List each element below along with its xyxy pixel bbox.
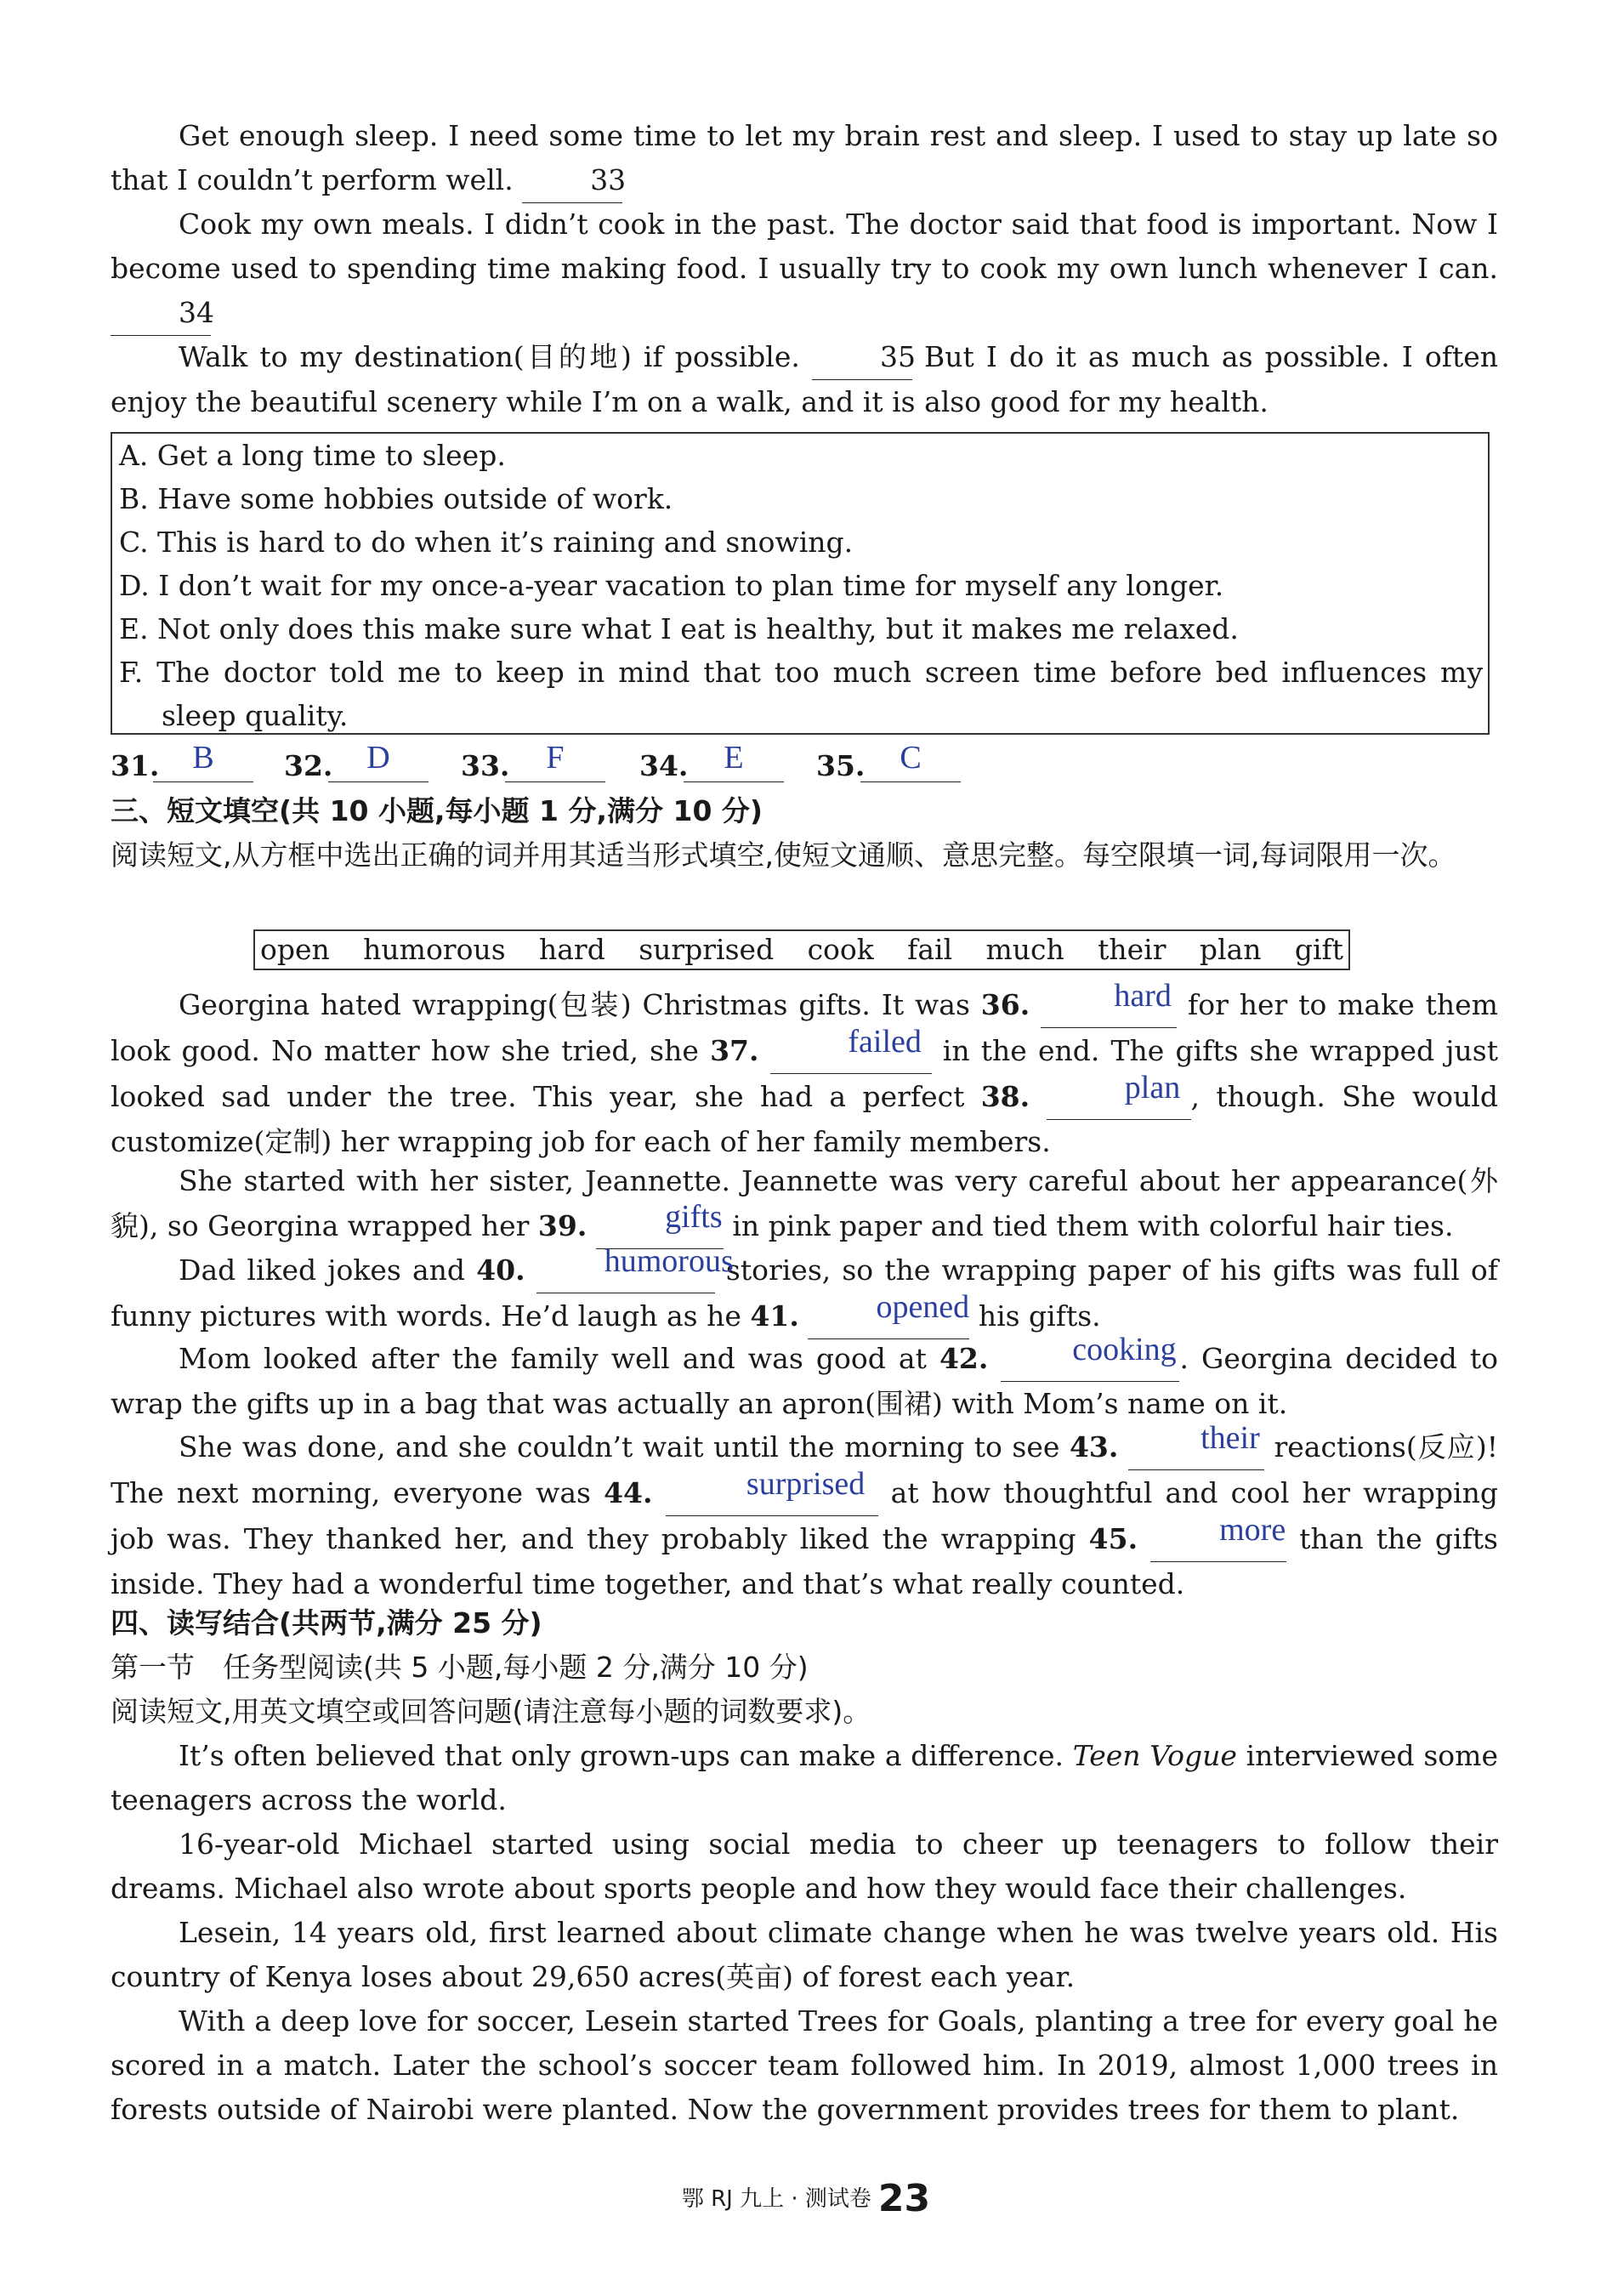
answer-38: plan <box>1047 1074 1191 1120</box>
word-bank-item: their <box>1098 933 1166 966</box>
blank-33: 33 <box>522 158 622 203</box>
word-bank-item: humorous <box>363 933 506 966</box>
word-bank-item: plan <box>1199 933 1262 966</box>
section3-instruction: 阅读短文,从方框中选出正确的词并用其适当形式填空,使短文通顺、意思完整。每空限填一词,每词限用一次。 <box>111 838 1456 872</box>
word-bank-item: surprised <box>639 933 775 966</box>
page-number: 23 <box>877 2177 931 2220</box>
reading-paragraph-4: With a deep love for soccer, Lesein started Trees for Goals, planting a tree for every goal he scored in a match. Later the school’s soccer team followed him. In 2019, almost 1,000 trees in forests outside of Nairobi were planted. Now the government provides trees for them to plant. <box>111 2004 1498 2126</box>
option-e: E. Not only does this make sure what I eat is healthy, but it makes me relaxed. <box>119 612 1239 645</box>
section4-instruction: 阅读短文,用英文填空或回答问题(请注意每小题的词数要求)。 <box>111 1695 871 1728</box>
paragraph-sleep: Get enough sleep. I need some time to let my brain rest and sleep. I used to stay up late so that I couldn’t perform well. 33 <box>111 114 1498 203</box>
reading-paragraph-1: It’s often believed that only grown-ups can make a difference. Teen Vogue interviewed some teenagers across the world. <box>111 1739 1499 1816</box>
word-bank-item: cook <box>807 933 874 966</box>
page-footer <box>0 2177 1612 2221</box>
option-d: D. I don’t wait for my once-a-year vacation to plan time for myself any longer. <box>119 569 1224 602</box>
word-bank-item: open <box>260 933 330 966</box>
answer-39: gifts <box>596 1203 724 1249</box>
option-b: B. Have some hobbies outside of work. <box>119 482 673 515</box>
section4-heading: 四、读写结合(共两节,满分 25 分) <box>111 1606 542 1640</box>
paragraph-cook: Cook my own meals. I didn’t cook in the past. The doctor said that food is important. Now I become used to spending time making food. I usually try to cook my own lunch whenever I can. 34 <box>111 202 1498 336</box>
answer-36: hard <box>1041 982 1177 1028</box>
footer-label: 鄂 RJ 九上 · 测试卷 <box>681 2186 871 2212</box>
answer-42: cooking <box>1001 1336 1179 1382</box>
answer-row-31-35: 31. B 32. D 33. F 34. E 35. C <box>111 744 1046 788</box>
answer-31: B <box>153 744 253 782</box>
section3-heading: 三、短文填空(共 10 小题,每小题 1 分,满分 10 分) <box>111 794 763 827</box>
options-box <box>111 432 1490 735</box>
answer-45: more <box>1150 1516 1286 1562</box>
story-paragraph-5: She was done, and she couldn’t wait until the morning to see 43. their reactions(反应)! The next morning, everyone was 44. surprised at how thoughtful and cool her wrapping job was. They thanked her, and they probably liked the wrapping 45. more than the gifts inside. They had a wonderful time together, and that’s what really counted. <box>111 1420 1498 1600</box>
word-bank-item: fail <box>907 933 953 966</box>
magazine-title: Teen Vogue <box>1072 1739 1237 1772</box>
answer-43: their <box>1128 1424 1264 1470</box>
blank-35: 35 <box>812 335 912 380</box>
blank-34: 34 <box>111 291 211 336</box>
answer-37: failed <box>770 1028 932 1074</box>
paragraph-walk: Walk to my destination(目的地) if possible. 35 But I do it as much as possible. I often enjoy the beautiful scenery while I’m on a walk, and it is also good for my health. <box>111 335 1498 424</box>
word-bank-item: much <box>985 933 1064 966</box>
option-c: C. This is hard to do when it’s raining and snowing. <box>119 526 854 559</box>
word-bank-box <box>253 929 1350 970</box>
story-paragraph-2: She started with her sister, Jeannette. Jeannette was very careful about her appearance(外貌), so Georgina wrapped her 39. gifts in pink paper and tied them with colorful hair ties. <box>111 1159 1498 1249</box>
answer-35: C <box>860 744 961 782</box>
answer-40: humorous <box>536 1247 715 1293</box>
option-a: A. Get a long time to sleep. <box>119 439 506 472</box>
option-f: F. The doctor told me to keep in mind that too much screen time before bed influences my <box>119 656 1483 689</box>
reading-paragraph-3: Lesein, 14 years old, first learned about climate change when he was twelve years old. His country of Kenya loses about 29,650 acres(英亩) of forest each year. <box>111 1916 1498 1993</box>
answer-32: D <box>328 744 429 782</box>
reading-paragraph-2: 16-year-old Michael started using social media to cheer up teenagers to follow their dreams. Michael also wrote about sports people and how they would face their challenges. <box>111 1827 1498 1905</box>
answer-33: F <box>505 744 605 782</box>
answer-44: surprised <box>666 1470 878 1516</box>
section4-subheading: 第一节 任务型阅读(共 5 小题,每小题 2 分,满分 10 分) <box>111 1651 809 1684</box>
word-bank-item: hard <box>539 933 605 966</box>
option-f-cont: sleep quality. <box>162 699 349 732</box>
story-paragraph-3: Dad liked jokes and 40. humorous stories, so the wrapping paper of his gifts was full of funny pictures with words. He’d laugh as he 41. opened his gifts. <box>111 1247 1498 1339</box>
answer-34: E <box>684 744 784 782</box>
word-bank-item: gift <box>1294 933 1343 966</box>
answer-41: opened <box>808 1293 969 1339</box>
story-paragraph-1: Georgina hated wrapping(包装) Christmas gifts. It was 36. hard for her to make them look good. No matter how she tried, she 37. failed in the end. The gifts she wrapped just looked sad under the tree. This year, she had a perfect 38. plan , though. She would customize(定制) her wrapping job for each of her family members. <box>111 978 1498 1158</box>
story-paragraph-4: Mom looked after the family well and was good at 42. cooking . Georgina decided to wrap the gifts up in a bag that was actually an apron(围裙) with Mom’s name on it. <box>111 1332 1498 1420</box>
